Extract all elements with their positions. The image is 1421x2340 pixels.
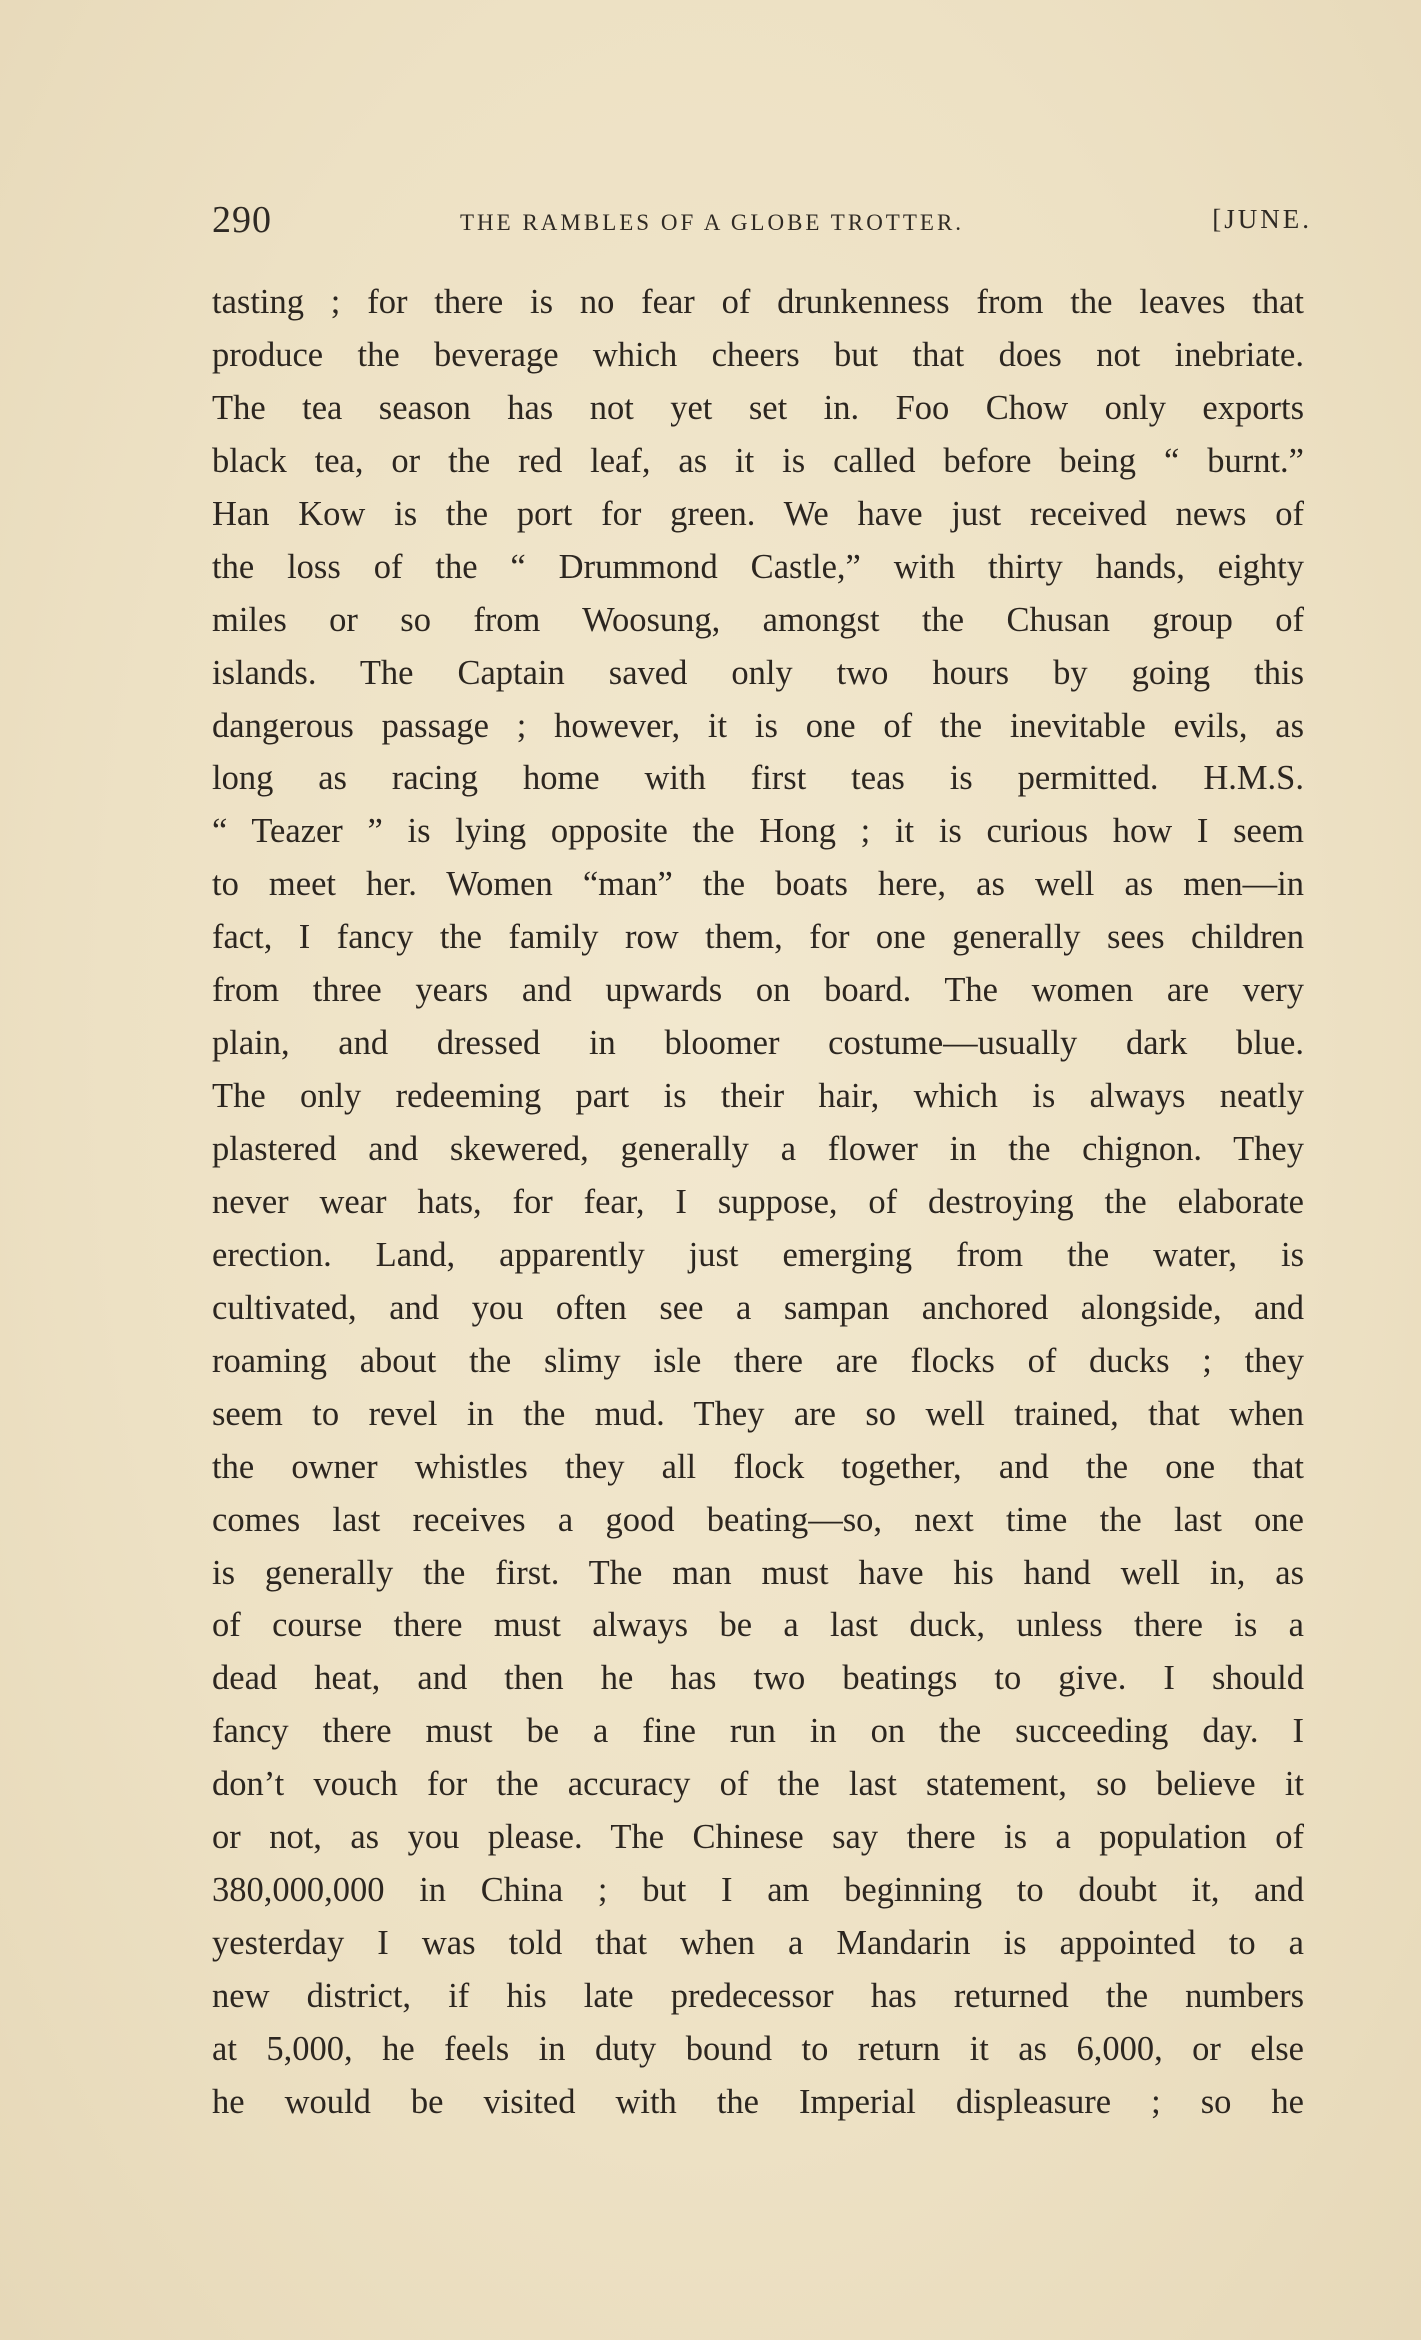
text-line: islands. The Captain saved only two hours by going this — [212, 653, 1304, 692]
text-line: the loss of the “ Drummond Castle,” with thirty hands, eighty — [212, 547, 1304, 586]
text-line: the owner whistles they all flock together, and the one that — [212, 1447, 1304, 1486]
text-line: roaming about the slimy isle there are flocks of ducks ; they — [212, 1341, 1304, 1380]
text-line: plastered and skewered, generally a flower in the chignon. They — [212, 1130, 1304, 1168]
section-mark: [JUNE. — [1212, 204, 1312, 234]
text-line: dead heat, and then he has two beatings to give. I should — [212, 1659, 1304, 1698]
running-head — [212, 198, 1312, 248]
text-line: produce the beverage which cheers but that does not inebriate. — [212, 335, 1304, 374]
text-line: black tea, or the red leaf, as it is called before being “ burnt.” — [212, 441, 1304, 480]
page-number: 290 — [212, 199, 272, 241]
text-line: cultivated, and you often see a sampan anchored alongside, and — [212, 1288, 1304, 1327]
text-line: to meet her. Women “man” the boats here, as well as men—in — [212, 865, 1304, 904]
text-line: never wear hats, for fear, I suppose, of destroying the elaborate — [212, 1182, 1304, 1221]
text-line: fact, I fancy the family row them, for one generally sees children — [212, 918, 1304, 957]
text-line: 380,000,000 in China ; but I am beginning to doubt it, and — [212, 1871, 1304, 1910]
text-line: yesterday I was told that when a Mandarin is appointed to a — [212, 1924, 1304, 1963]
text-line: he would be visited with the Imperial displeasure ; so he — [212, 2082, 1304, 2121]
text-line: The only redeeming part is their hair, which is always neatly — [212, 1077, 1304, 1116]
text-line: don’t vouch for the accuracy of the last statement, so believe it — [212, 1765, 1304, 1804]
text-line: erection. Land, apparently just emerging from the water, is — [212, 1235, 1304, 1274]
text-line: or not, as you please. The Chinese say there is a population of — [212, 1818, 1304, 1857]
text-line: Han Kow is the port for green. We have just received news of — [212, 494, 1304, 533]
text-line: plain, and dressed in bloomer costume—usually dark blue. — [212, 1024, 1304, 1063]
text-line: The tea season has not yet set in. Foo Chow only exports — [212, 388, 1304, 427]
text-line: dangerous passage ; however, it is one of the inevitable evils, as — [212, 706, 1304, 745]
text-line: miles or so from Woosung, amongst the Chusan group of — [212, 600, 1304, 639]
text-line: new district, if his late predecessor has returned the numbers — [212, 1977, 1304, 2015]
text-line: “ Teazer ” is lying opposite the Hong ; it is curious how I seem — [212, 812, 1304, 851]
book-title: THE RAMBLES OF A GLOBE TROTTER. — [460, 210, 965, 235]
text-line: from three years and upwards on board. The women are very — [212, 971, 1304, 1010]
text-line: is generally the first. The man must have his hand well in, as — [212, 1553, 1304, 1592]
text-line: at 5,000, he feels in duty bound to return it as 6,000, or else — [212, 2029, 1304, 2068]
text-line: fancy there must be a fine run in on the succeeding day. I — [212, 1712, 1304, 1751]
text-line: long as racing home with first teas is permitted. H.M.S. — [212, 759, 1304, 798]
text-line: seem to revel in the mud. They are so well trained, that when — [212, 1394, 1304, 1433]
body-text — [212, 276, 1304, 2129]
text-line: of course there must always be a last duck, unless there is a — [212, 1606, 1304, 1645]
text-line: tasting ; for there is no fear of drunkenness from the leaves that — [212, 283, 1304, 321]
text-line: comes last receives a good beating—so, next time the last one — [212, 1500, 1304, 1539]
